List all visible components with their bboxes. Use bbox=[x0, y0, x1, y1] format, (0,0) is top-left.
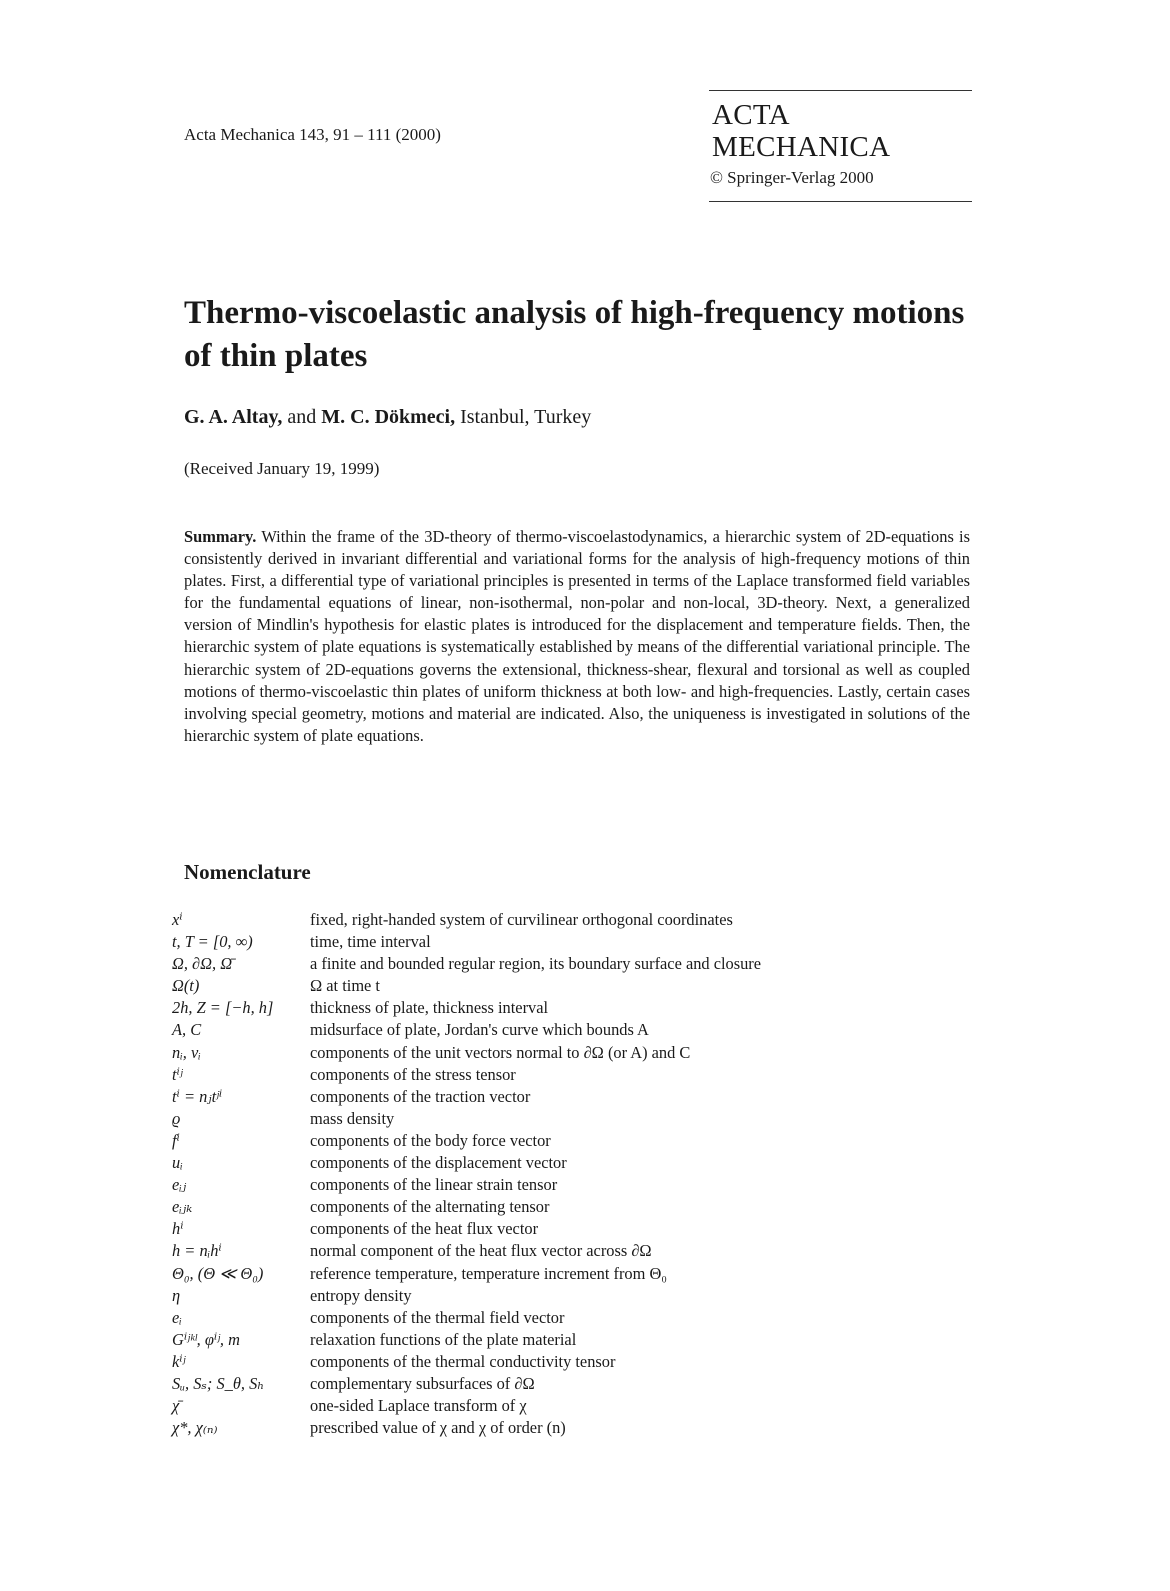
nomenclature-symbol: eᵢ bbox=[172, 1307, 182, 1327]
nomenclature-symbol: χ*, χ₍ₙ₎ bbox=[172, 1418, 218, 1438]
nomenclature-description: entropy density bbox=[310, 1285, 412, 1305]
nomenclature-description: components of the body force vector bbox=[310, 1130, 551, 1150]
nomenclature-row bbox=[172, 975, 761, 997]
summary-label: Summary. bbox=[184, 527, 257, 546]
nomenclature-symbol: fⁱ bbox=[172, 1130, 180, 1150]
nomenclature-row bbox=[172, 1064, 761, 1086]
journal-copyright: © Springer-Verlag 2000 bbox=[710, 168, 874, 187]
nomenclature-symbol: χ̄ bbox=[172, 1396, 180, 1416]
nomenclature-row bbox=[172, 1152, 761, 1174]
nomenclature-symbol: Ω, ∂Ω, Ω̄ bbox=[172, 954, 233, 974]
nomenclature-row bbox=[172, 1329, 761, 1351]
nomenclature-symbol: Sᵤ, Sₛ; S_θ, Sₕ bbox=[172, 1373, 265, 1393]
nomenclature-description: a finite and bounded regular region, its boundary surface and closure bbox=[310, 954, 762, 974]
nomenclature-symbol: eᵢⱼ bbox=[172, 1175, 187, 1195]
author-line bbox=[184, 406, 591, 429]
nomenclature-description: thickness of plate, thickness interval bbox=[310, 998, 549, 1018]
nomenclature-symbol: Ω(t) bbox=[172, 976, 200, 996]
nomenclature-description: components of the displacement vector bbox=[310, 1153, 567, 1173]
nomenclature-symbol: uᵢ bbox=[172, 1153, 183, 1173]
summary bbox=[184, 526, 970, 747]
nomenclature-description: time, time interval bbox=[310, 932, 431, 952]
nomenclature-symbol: eᵢⱼₖ bbox=[172, 1197, 193, 1217]
nomenclature-description: Ω at time t bbox=[310, 976, 380, 996]
nomenclature-description: components of the traction vector bbox=[310, 1086, 531, 1106]
nomenclature-row bbox=[172, 909, 761, 931]
nomenclature-symbol: A, C bbox=[172, 1020, 202, 1040]
article-title: Thermo-viscoelastic analysis of high-frequency motions of thin plates bbox=[184, 295, 965, 374]
nomenclature-table bbox=[172, 909, 761, 1439]
top-rule bbox=[709, 90, 972, 91]
nomenclature-row bbox=[172, 1086, 761, 1108]
nomenclature-heading: Nomenclature bbox=[184, 860, 311, 884]
author-altay: G. A. Altay, bbox=[184, 406, 283, 428]
nomenclature-row bbox=[172, 1042, 761, 1064]
affiliation: Istanbul, Turkey bbox=[455, 406, 592, 428]
nomenclature-symbol: Θ₀, (Θ ≪ Θ₀) bbox=[172, 1263, 264, 1283]
nomenclature-row bbox=[172, 1263, 761, 1285]
nomenclature-description: relaxation functions of the plate material bbox=[310, 1329, 577, 1349]
nomenclature-row bbox=[172, 997, 761, 1019]
nomenclature-description: fixed, right-handed system of curvilinear orthogonal coordinates bbox=[310, 910, 733, 929]
summary-text: Within the frame of the 3D-theory of thermo-viscoelastodynamics, a hierarchic system of 2D-equations is consistently derived in invariant differential and variational forms for the analysis of high-frequency motions of thin plates. First, a differential type of variational principles is presented in terms of the Laplace transformed field variables for the fundamental equations of linear, non-isothermal, non-polar and non-local, 3D-theory. Next, a generalized version of Mindlin's hypothesis for elastic plates is introduced for the displacement and temperature fields. Then, the hierarchic system of plate equations is systematically established by means of the differential variational principle. The hierarchic system of 2D-equations governs the extensional, thickness-shear, flexural and torsional as well as coupled motions of thermo-viscoelastic thin plates of uniform thickness at both low- and high-frequencies. Lastly, certain cases involving special geometry, motions and material are indicated. Also, the uniqueness is investigated in solutions of the hierarchic system of plate equations. bbox=[184, 527, 970, 745]
nomenclature-row bbox=[172, 1130, 761, 1152]
nomenclature-description: reference temperature, temperature increment from Θ₀ bbox=[310, 1263, 668, 1283]
nomenclature-symbol: t, T = [0, ∞) bbox=[172, 932, 253, 952]
nomenclature-symbol: η bbox=[172, 1285, 181, 1305]
bottom-rule bbox=[709, 201, 972, 202]
author-dokmeci: M. C. Dökmeci, bbox=[321, 406, 456, 428]
nomenclature-description: components of the unit vectors normal to ∂Ω (or A) and C bbox=[310, 1042, 691, 1062]
nomenclature-row bbox=[172, 1395, 761, 1417]
nomenclature-row bbox=[172, 931, 761, 953]
nomenclature-description: components of the heat flux vector bbox=[310, 1219, 539, 1239]
nomenclature-row bbox=[172, 1417, 761, 1439]
nomenclature-row bbox=[172, 1196, 761, 1218]
nomenclature-symbol: 2h, Z = [−h, h] bbox=[172, 998, 274, 1018]
nomenclature-symbol: ϱ bbox=[172, 1108, 181, 1128]
author-conjunction: and bbox=[282, 406, 322, 428]
nomenclature-symbol: tⁱʲ bbox=[172, 1064, 183, 1084]
nomenclature-description: prescribed value of χ and χ of order (n) bbox=[310, 1418, 566, 1438]
nomenclature-row bbox=[172, 1285, 761, 1307]
nomenclature-description: components of the thermal field vector bbox=[310, 1307, 565, 1327]
nomenclature-row bbox=[172, 1019, 761, 1041]
citation: Acta Mechanica 143, 91 – 111 (2000) bbox=[184, 125, 441, 144]
journal-box bbox=[709, 90, 972, 202]
nomenclature-description: normal component of the heat flux vector across ∂Ω bbox=[310, 1241, 652, 1261]
nomenclature-row bbox=[172, 1218, 761, 1240]
nomenclature-description: one-sided Laplace transform of χ bbox=[310, 1396, 527, 1416]
nomenclature-symbol: tⁱ = nⱼtʲⁱ bbox=[172, 1086, 223, 1106]
received-date: (Received January 19, 1999) bbox=[184, 459, 380, 478]
nomenclature-row bbox=[172, 1373, 761, 1395]
nomenclature-description: components of the thermal conductivity tensor bbox=[310, 1351, 616, 1371]
nomenclature-row bbox=[172, 953, 761, 975]
nomenclature-symbol: nᵢ, νᵢ bbox=[172, 1042, 201, 1062]
nomenclature-description: complementary subsurfaces of ∂Ω bbox=[310, 1373, 535, 1393]
nomenclature-symbol: kⁱʲ bbox=[172, 1351, 186, 1371]
nomenclature-row bbox=[172, 1351, 761, 1373]
nomenclature-symbol: h = nᵢhⁱ bbox=[172, 1241, 222, 1261]
nomenclature-row bbox=[172, 1240, 761, 1262]
nomenclature-row bbox=[172, 1307, 761, 1329]
nomenclature-symbol: hⁱ bbox=[172, 1219, 184, 1239]
nomenclature-row bbox=[172, 1108, 761, 1130]
nomenclature-description: components of the alternating tensor bbox=[310, 1197, 550, 1217]
nomenclature-symbol: Gⁱʲᵏˡ, φⁱʲ, m bbox=[172, 1329, 240, 1349]
journal-name: ACTA MECHANICA bbox=[712, 99, 891, 163]
nomenclature-symbol: xⁱ bbox=[172, 910, 183, 929]
nomenclature-description: components of the stress tensor bbox=[310, 1064, 516, 1084]
nomenclature-row bbox=[172, 1174, 761, 1196]
nomenclature-description: midsurface of plate, Jordan's curve which bounds A bbox=[310, 1020, 649, 1040]
nomenclature-description: components of the linear strain tensor bbox=[310, 1175, 558, 1195]
nomenclature-description: mass density bbox=[310, 1108, 395, 1128]
